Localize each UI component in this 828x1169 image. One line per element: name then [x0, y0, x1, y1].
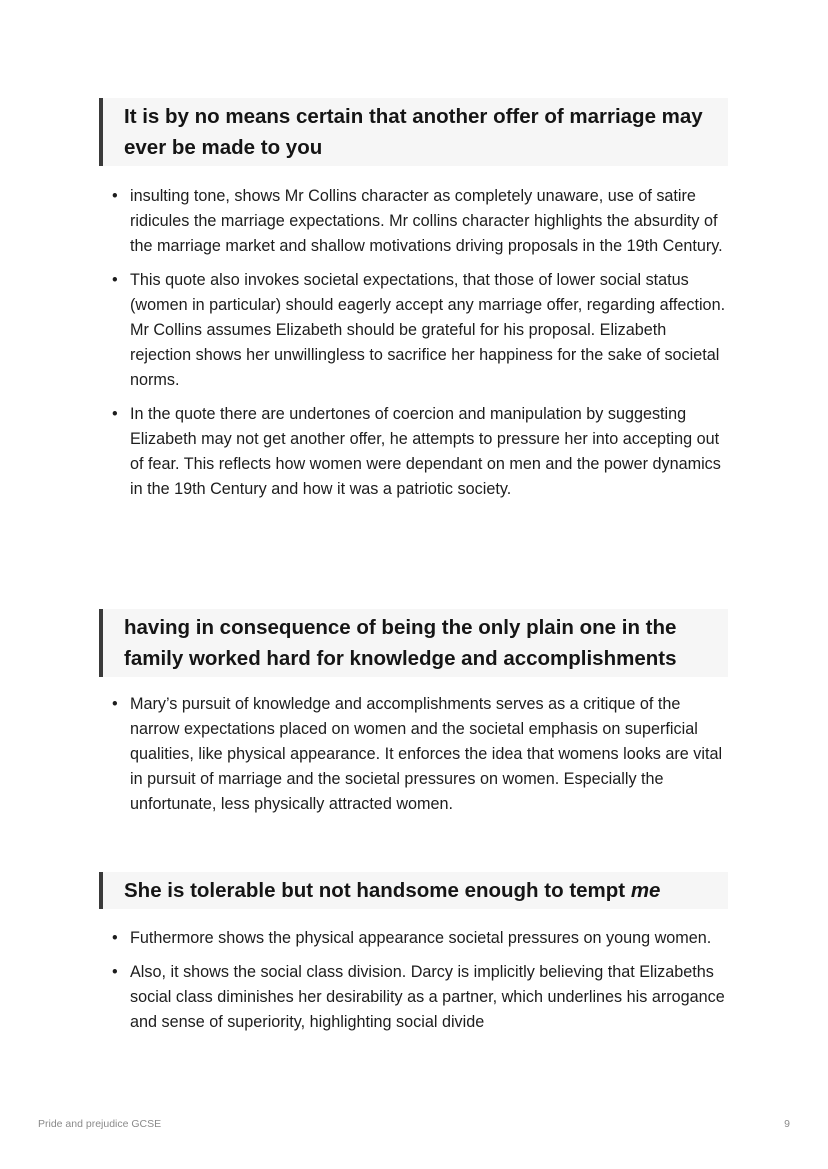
- bullet-icon: •: [112, 929, 118, 947]
- list-item: [112, 268, 728, 393]
- list-item-text: Mary’s pursuit of knowledge and accomplishments serves as a critique of the narrow expectations placed on women and the societal emphasis on superficial qualities, like physical appearance. It enforces the idea that womens looks are vital in pursuit of marriage and the societal pressures on women. Especially the unfortunate, less physically attracted women.: [130, 695, 723, 813]
- list-item: [112, 926, 728, 951]
- list-item: [112, 960, 728, 1035]
- quote-heading-1: It is by no means certain that another offer of marriage may ever be made to you: [99, 98, 728, 166]
- bullet-icon: •: [112, 963, 118, 981]
- list-item-text: Also, it shows the social class division. Darcy is implicitly believing that Elizabeths social class diminishes her desirability as a partner, which underlines his arrogance and sense of superiority, highlighting social divide: [130, 963, 725, 1031]
- quote-text: She is tolerable but not handsome enough to tempt: [124, 879, 631, 902]
- list-item-text: insulting tone, shows Mr Collins character as completely unaware, use of satire ridicules the marriage expectations. Mr collins character highlights the absurdity of the marriage market and shallow motivations driving proposals in the 19th Century.: [130, 187, 723, 255]
- bullet-icon: •: [112, 271, 118, 289]
- list-item-text: This quote also invokes societal expectations, that those of lower social status (women in particular) should eagerly accept any marriage offer, regarding affection. Mr Collins assumes Elizabeth should be grateful for his proposal. Elizabeth rejection shows her unwillingless to sacrifice her happiness for the sake of societal norms.: [130, 271, 726, 389]
- quote-emphasis: me: [630, 879, 661, 902]
- list-item-text: Futhermore shows the physical appearance societal pressures on young women.: [130, 929, 712, 947]
- bullet-icon: •: [112, 695, 118, 713]
- list-item: [112, 184, 728, 259]
- list-item-text: In the quote there are undertones of coercion and manipulation by suggesting Elizabeth may not get another offer, he attempts to pressure her into accepting out of fear. This reflects how women were dependant on men and the power dynamics in the 19th Century and how it was a patriotic society.: [130, 405, 721, 498]
- bullet-icon: •: [112, 187, 118, 205]
- quote-heading-3: [99, 872, 728, 909]
- list-item: [112, 402, 728, 502]
- footer-title: Pride and prejudice GCSE: [38, 1118, 162, 1130]
- quote-heading-2: having in consequence of being the only plain one in the family worked hard for knowledge and accomplishments: [99, 609, 728, 677]
- bullet-list-3: [112, 926, 728, 1044]
- bullet-icon: •: [112, 405, 118, 423]
- bullet-list-1: [112, 184, 728, 511]
- list-item: [112, 692, 728, 817]
- page-number: 9: [784, 1118, 790, 1130]
- bullet-list-2: [112, 692, 728, 826]
